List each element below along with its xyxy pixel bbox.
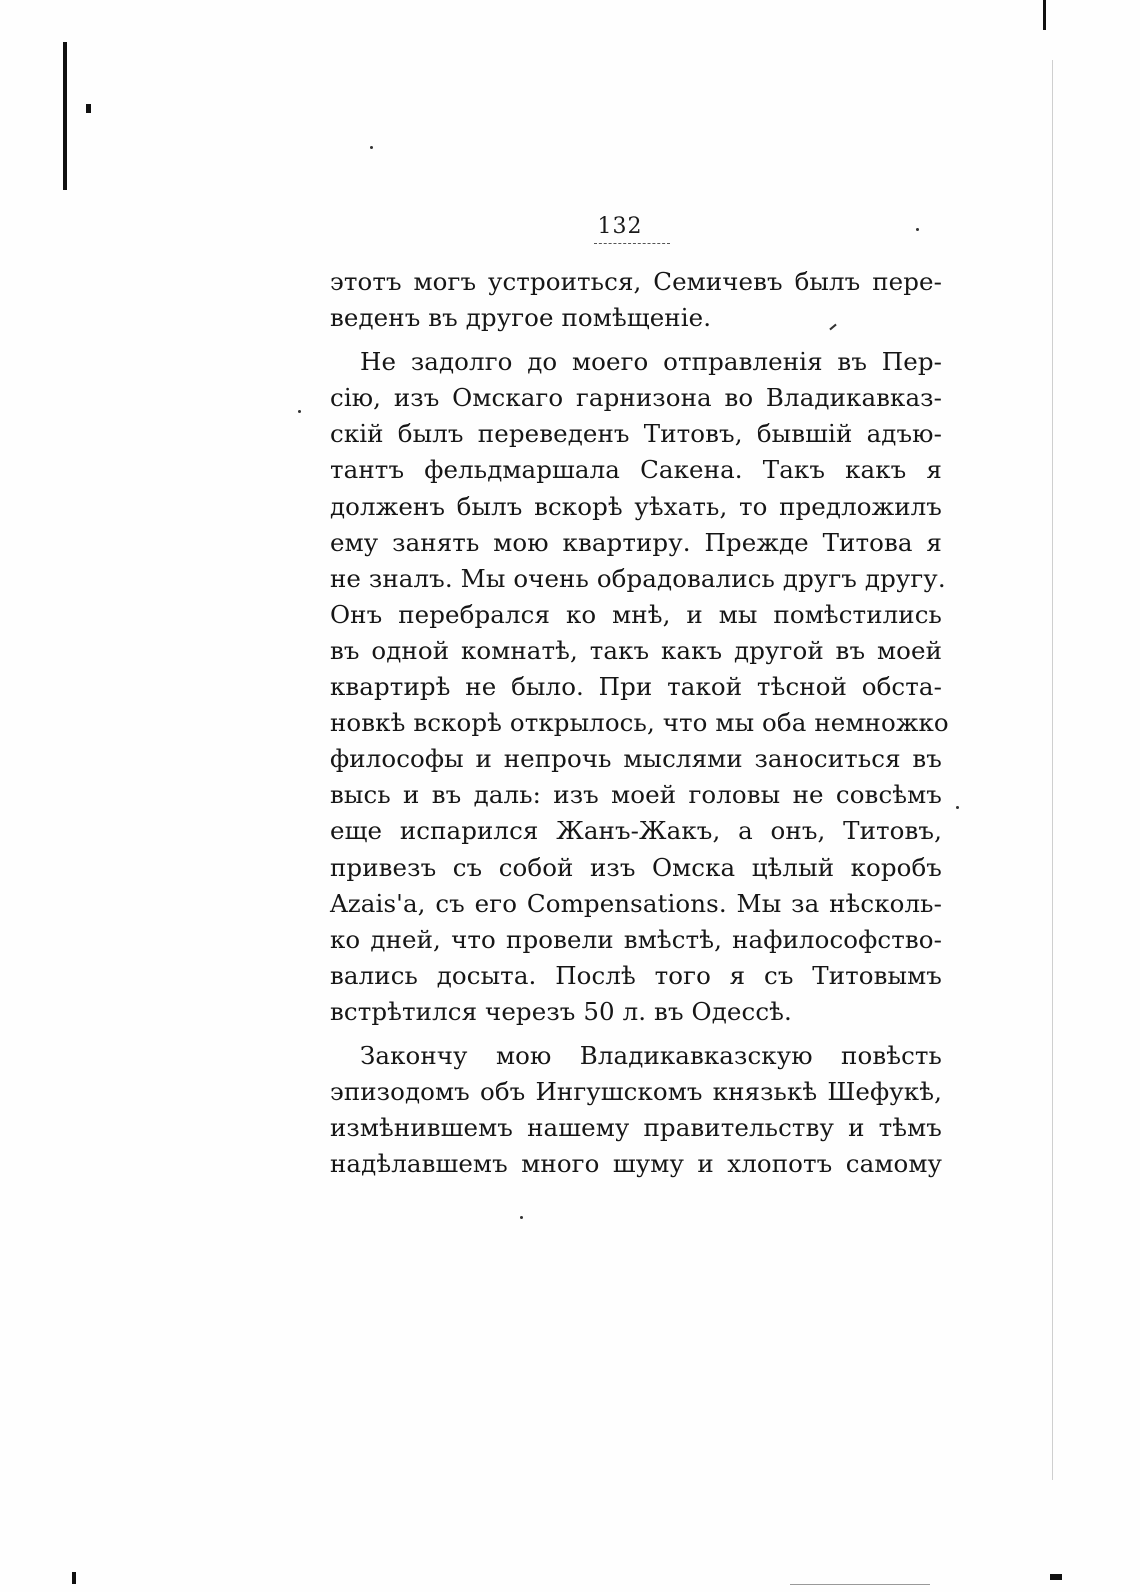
text-line: новкѣ вскорѣ открылось, что мы оба немножко: [330, 708, 949, 738]
text-line: этотъ могъ устроиться, Семичевъ былъ пере-: [330, 267, 942, 296]
text-line: тантъ фельдмаршала Сакена. Такъ какъ я: [330, 455, 942, 485]
text-line: привезъ съ собой изъ Омска цѣлый коробъ: [330, 852, 942, 882]
scan-edge-mark-bottom-line: [790, 1584, 930, 1585]
text-line: Не задолго до моего отправленія въ Пер-: [360, 347, 942, 377]
text-line: Онъ перебрался ко мнѣ, и мы помѣстились: [330, 599, 942, 629]
text-line: сію, изъ Омскаго гарнизона во Владикавказ-: [330, 383, 942, 413]
scan-edge-mark-bottom-left: [72, 1572, 76, 1584]
text-line: эпизодомъ объ Ингушскомъ князькѣ Шефукѣ,: [330, 1077, 942, 1107]
text-line: надѣлавшемъ много шуму и хлопотъ самому: [330, 1149, 942, 1179]
scan-edge-mark-left-dot: [86, 104, 91, 113]
text-line: ему занять мою квартиру. Прежде Титова я: [330, 527, 942, 557]
paragraph-gap: [330, 1030, 942, 1038]
text-line: еще испарился Жанъ-Жакъ, а онъ, Титовъ,: [330, 816, 942, 846]
paragraph-gap: [330, 336, 942, 344]
paragraph: [330, 344, 949, 1030]
text-line: долженъ былъ вскорѣ уѣхать, то предложилъ: [330, 491, 942, 521]
text-line: квартирѣ не было. При такой тѣсной обста-: [330, 672, 942, 702]
text-line: скій былъ переведенъ Титовъ, бывшій адъю-: [330, 419, 942, 449]
scan-speck: [520, 1216, 523, 1219]
text-line: высь и въ даль: изъ моей головы не совсѣмъ: [330, 780, 942, 810]
scan-speck: [956, 806, 959, 809]
body-text: [330, 264, 949, 1182]
paragraph: [330, 1038, 942, 1182]
scan-speck: [298, 410, 301, 413]
scan-speck: [916, 228, 919, 231]
text-line: не зналъ. Мы очень обрадовались другъ другу.: [330, 563, 946, 593]
paragraph: [330, 264, 942, 336]
scan-edge-mark-left: [63, 42, 67, 190]
text-line: въ одной комнатѣ, такъ какъ другой въ моей: [330, 635, 942, 665]
text-line: ко дней, что провели вмѣстѣ, нафилософство-: [330, 924, 942, 954]
scan-speck: [370, 146, 373, 149]
page-number: 132: [597, 214, 643, 239]
text-line: Закончу мою Владикавказскую повѣсть: [360, 1040, 942, 1070]
text-line: философы и непрочь мыслями заноситься въ: [330, 744, 942, 774]
scan-edge-mark-bottom-right: [1050, 1574, 1062, 1580]
text-line: встрѣтился черезъ 50 л. въ Одессѣ.: [330, 996, 792, 1026]
scan-edge-mark-right: [1043, 0, 1046, 30]
text-line: веденъ въ другое помѣщеніе.: [330, 303, 712, 333]
text-line: Azais'а, съ его Compensations. Мы за нѣсколь-: [330, 888, 942, 918]
text-line: измѣнившемъ нашему правительству и тѣмъ: [330, 1113, 942, 1143]
scan-edge-mark-right-thin: [1052, 60, 1053, 1480]
page-number-underline: [594, 243, 670, 244]
text-line: вались досыта. Послѣ того я съ Титовымъ: [330, 960, 942, 990]
